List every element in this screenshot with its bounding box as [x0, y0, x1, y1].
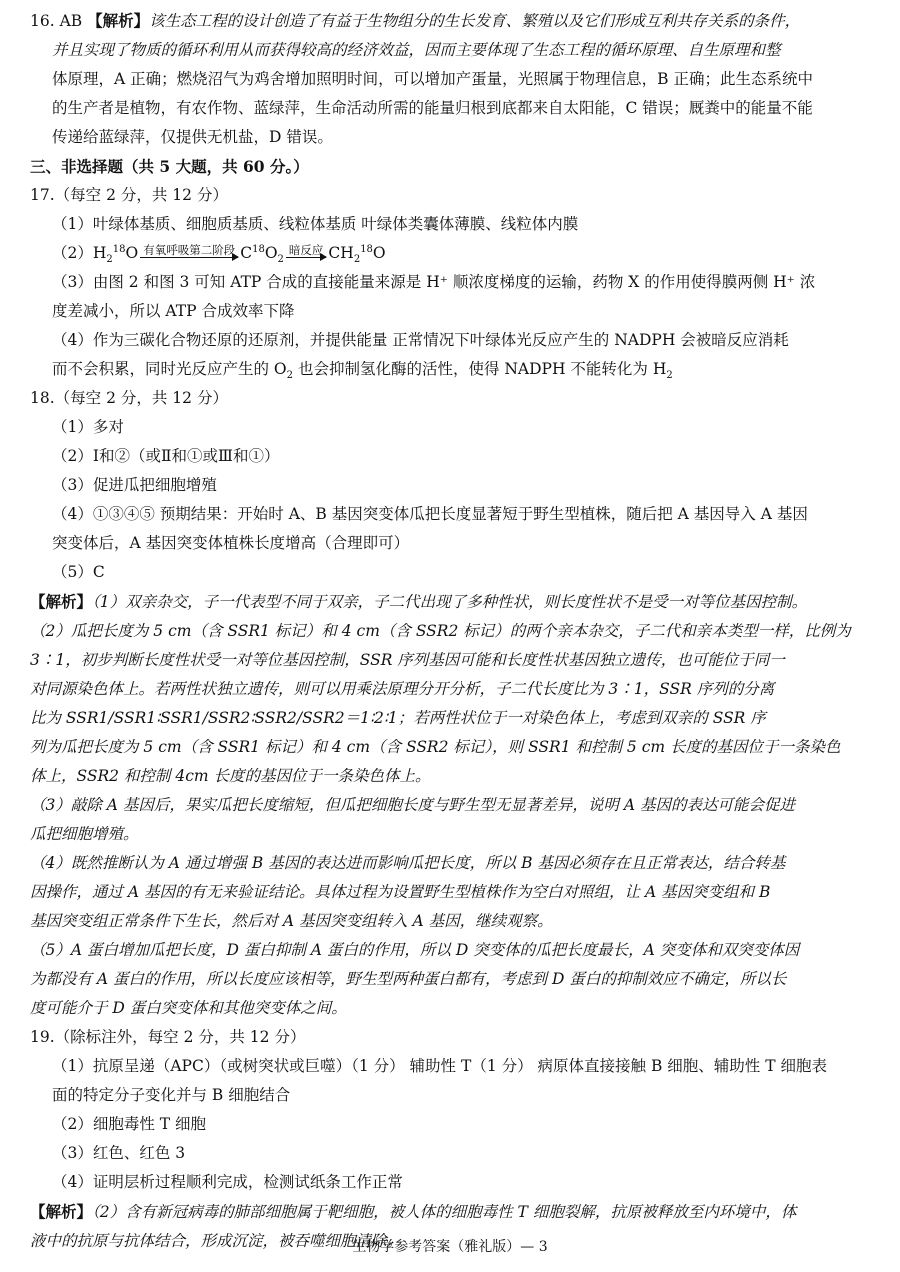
q17-a2-sub2: 2 — [277, 254, 284, 266]
q17-a4-text-b: 也会抑制氢化酶的活性，使得 NADPH 不能转化为 H — [293, 360, 667, 378]
q18-answer-4-line-1: （4）①③④⑤ 预期结果：开始时 A、B 基因突变体瓜把长度显著短于野生型植株，随后把 A 基因导入 A 基因 — [52, 505, 808, 523]
q18-explain-2-line-3: 对同源染色体上。若两性状独立遗传，则可以用乘法原理分开分析，子二代长度比为 3∶1，SSR 序列的分离 — [30, 680, 775, 698]
q17-a4-text-a: 而不会积累，同时光反应产生的 O — [52, 360, 287, 378]
q17-a2-ch: CH — [328, 244, 354, 262]
q18-explain-5-line-1: （5）A 蛋白增加瓜把长度，D 蛋白抑制 A 蛋白的作用，所以 D 突变体的瓜把长度最长，A 突变体和双突变体因 — [30, 941, 800, 959]
q17-heading: 17.（每空 2 分，共 12 分） — [30, 186, 228, 204]
q17-a2-sup2: 18 — [252, 243, 265, 255]
q16-text-5: 传递给蓝绿萍，仅提供无机盐，D 错误。 — [52, 128, 333, 146]
q17-answer-3-line-2: 度差减小，所以 ATP 合成效率下降 — [52, 302, 295, 320]
page-footer: 生物学参考答案（雅礼版）— 3 — [352, 1239, 548, 1255]
q18-explain-2-line-6: 体上，SSR2 和控制 4cm 长度的基因位于一条染色体上。 — [30, 767, 431, 785]
q18-explain-4-line-1: （4）既然推断认为 A 通过增强 B 基因的表达进而影响瓜把长度，所以 B 基因必须存在且正常表达，结合转基 — [30, 854, 786, 872]
q18-explain-2-line-2: 3∶1，初步判断长度性状受一对等位基因控制，SSR 序列基因可能和长度性状基因独立遗传，也可能位于同一 — [30, 651, 785, 669]
q19-explain-1 — [30, 1197, 872, 1227]
q18-explain-2-line-1: （2）瓜把长度为 5 cm（含 SSR1 标记）和 4 cm（含 SSR2 标记）的两个亲本杂交，子二代和亲本类型一样，比例为 — [30, 622, 851, 640]
q18-heading: 18.（每空 2 分，共 12 分） — [30, 389, 228, 407]
q17-a2-sup1: 18 — [112, 243, 126, 255]
q17-a4-sub: 2 — [286, 370, 294, 382]
q18-explain-2-line-5: 列为瓜把长度为 5 cm（含 SSR1 标记）和 4 cm（含 SSR2 标记），则 SSR1 和控制 5 cm 长度的基因位于一条染色 — [30, 738, 841, 756]
q17-answer-4-line-1: （4）作为三碳化合物还原的还原剂，并提供能量 正常情况下叶绿体光反应产生的 NADPH 会被暗反应消耗 — [52, 331, 789, 349]
q16-text-2: 并且实现了物质的循环利用从而获得较高的经济效益，因而主要体现了生态工程的循环原理、自生原理和整 — [52, 41, 781, 59]
q19-explain-2: 液中的抗原与抗体结合，形成沉淀，被吞噬细胞清除。 — [30, 1232, 403, 1250]
q18-answer-4-line-2: 突变体后，A 基因突变体植株长度增高（合理即可） — [52, 534, 410, 552]
q17-a2-sup3: 18 — [360, 243, 373, 255]
section-heading: 三、非选择题（共 5 大题，共 60 分。） — [30, 157, 309, 176]
q18-answer-3: （3）促进瓜把细胞增殖 — [52, 476, 217, 494]
q17-a2-sub1: 2 — [106, 254, 113, 266]
q19-answer-3: （3）红色、红色 3 — [52, 1144, 186, 1162]
q18-explain-1-text: （1）双亲杂交，子一代表型不同于双亲，子二代出现了多种性状，则长度性状不是受一对等位基因控制。 — [92, 593, 808, 611]
q17-a2-c: C — [240, 244, 253, 262]
q19-heading: 19.（除标注外，每空 2 分，共 12 分） — [30, 1028, 306, 1046]
q18-explain-3-line-2: 瓜把细胞增殖。 — [30, 825, 139, 843]
q18-answer-2: （2）Ⅰ和②（或Ⅱ和①或Ⅲ和①） — [52, 447, 280, 465]
q17-a2-o1: O — [125, 244, 139, 262]
q16-analysis-tag: 【解析】 — [87, 11, 150, 30]
q18-explain-2-line-4: 比为 SSR1/SSR1∶SSR1/SSR2∶SSR2/SSR2＝1∶2∶1；若两性状位于一对染色体上，考虑到双亲的 SSR 序 — [30, 709, 766, 727]
q18-explain-3-line-1: （3）敲除 A 基因后，果实瓜把长度缩短，但瓜把细胞长度与野生型无显著差异，说明 A 基因的表达可能会促进 — [30, 796, 795, 814]
q19-answer-1-line-1: （1）抗原呈递（APC）（或树突状或巨噬）（1 分） 辅助性 T（1 分） 病原体直接接触 B 细胞、辅助性 T 细胞表 — [52, 1057, 827, 1075]
q17-answer-3-line-1: （3）由图 2 和图 3 可知 ATP 合成的直接能量来源是 H⁺ 顺浓度梯度的运输，药物 X 的作用使得膜两侧 H⁺ 浓 — [52, 273, 816, 291]
reaction-arrow-1-label: 有氧呼吸第二阶段 — [143, 243, 236, 257]
reaction-arrow-2-label: 暗反应 — [288, 243, 324, 257]
q16-line-1 — [30, 6, 872, 36]
q18-analysis-tag: 【解析】 — [30, 592, 93, 611]
q17-a2-o3: O — [372, 244, 386, 262]
q17-a2-o2: O — [264, 244, 278, 262]
q18-explain-5-line-3: 度可能介于 D 蛋白突变体和其他突变体之间。 — [30, 999, 347, 1017]
q17-a2-sub3: 2 — [353, 254, 361, 266]
q18-explain-1 — [30, 587, 872, 617]
q18-explain-5-line-2: 为都没有 A 蛋白的作用，所以长度应该相等，野生型两种蛋白都有，考虑到 D 蛋白的抑制效应不确定，所以长 — [30, 970, 787, 988]
q18-explain-4-line-3: 基因突变组正常条件下生长，然后对 A 基因突变组转入 A 基因，继续观察。 — [30, 912, 553, 930]
q19-answer-1-line-2: 面的特定分子变化并与 B 细胞结合 — [52, 1086, 291, 1104]
q16-text-1: 该生态工程的设计创造了有益于生物组分的生长发育、繁殖以及它们形成互利共存关系的条件， — [149, 12, 801, 30]
q19-answer-4: （4）证明层析过程顺利完成，检测试纸条工作正常 — [52, 1173, 403, 1191]
q17-a4-sub2: 2 — [666, 370, 673, 382]
q18-explain-4-line-2: 因操作，通过 A 基因的有无来验证结论。具体过程为设置野生型植株作为空白对照组，让 A 基因突变组和 B — [30, 883, 771, 901]
reaction-arrow-2 — [286, 244, 327, 258]
q17-a2-prefix: （2）H — [52, 244, 107, 262]
q19-analysis-tag: 【解析】 — [30, 1202, 93, 1221]
answer-content — [30, 6, 872, 1256]
q18-answer-5: （5）C — [52, 563, 105, 581]
q16-text-3: 体原理，A 正确；燃烧沼气为鸡舍增加照明时间，可以增加产蛋量，光照属于物理信息，B 正确；此生态系统中 — [52, 70, 813, 88]
q19-explain-1-text: （2）含有新冠病毒的肺部细胞属于靶细胞，被人体的细胞毒性 T 细胞裂解，抗原被释放至内环境中，体 — [92, 1203, 797, 1221]
q17-answer-4-line-2 — [30, 355, 872, 384]
reaction-arrow-1 — [140, 244, 238, 258]
q16-number: 16. AB — [30, 12, 83, 30]
q17-answer-2 — [30, 239, 872, 268]
q16-text-4: 的生产者是植物，有农作物、蓝绿萍，生命活动所需的能量归根到底都来自太阳能，C 错误；厩粪中的能量不能 — [52, 99, 813, 117]
q18-answer-1: （1）多对 — [52, 418, 124, 436]
q19-answer-2: （2）细胞毒性 T 细胞 — [52, 1115, 207, 1133]
q17-answer-1: （1）叶绿体基质、细胞质基质、线粒体基质 叶绿体类囊体薄膜、线粒体内膜 — [52, 215, 579, 233]
